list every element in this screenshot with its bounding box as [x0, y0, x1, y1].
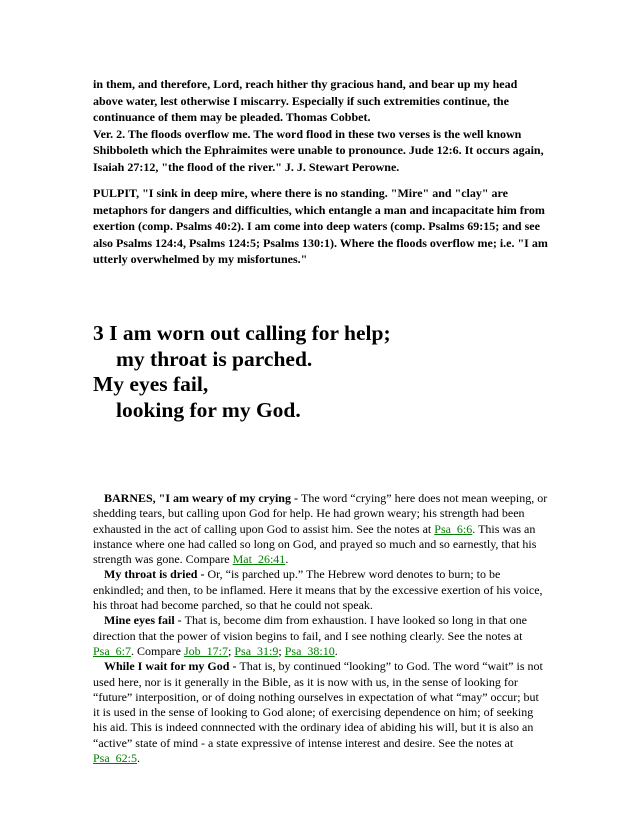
- commentary-text: .: [285, 552, 289, 567]
- commentary-heading: While I wait for my God -: [104, 659, 240, 674]
- commentary-heading: My throat is dried -: [104, 567, 208, 582]
- commentary-paragraph-4: [93, 659, 548, 766]
- scripture-link[interactable]: Mat_26:41: [232, 552, 286, 567]
- commentary-paragraph-2: [93, 567, 548, 613]
- commentary-text: Or, “is parched up.” The Hebrew word denotes to burn; to be enkindled; and then, to be inflamed. Here it means that by the excessive exertion of his voice, his throat had become parched, so that he could not speak.: [93, 567, 543, 613]
- commentary-text: .: [137, 751, 141, 766]
- separator: ;: [228, 643, 235, 658]
- commentary-paragraph-1: [93, 491, 548, 567]
- scripture-link[interactable]: Psa_38:10: [284, 643, 335, 658]
- verse-line-3: My eyes fail,: [93, 372, 209, 396]
- commentary-heading: Mine eyes fail -: [104, 613, 185, 628]
- scripture-link[interactable]: Job_17:7: [184, 643, 229, 658]
- commentary-text: . This was an instance where one had called so long on God, and prayed so much and so earnestly, that his strength was gone. Compare: [93, 521, 537, 567]
- commentary-text: . Compare: [131, 643, 185, 658]
- commentary-text: The word “crying” here does not mean weeping, or shedding tears, but calling upon God for help. He had grown weary; his strength had been exhausted in the act of calling upon God to assist him. See the notes at: [93, 491, 548, 536]
- scripture-link[interactable]: Psa_6:6: [434, 521, 473, 536]
- intro-paragraph-verse2: Ver. 2. The floods overflow me. The word flood in these two verses is the well known Shibboleth which the Ephraimites were unable to pronounce. Jude 12:6. It occurs again, Isaiah 27:12, "the flood of the river." J. J. Stewart Perowne.: [93, 126, 544, 174]
- separator: ;: [278, 643, 285, 658]
- pulpit-paragraph: PULPIT, "I sink in deep mire, where there is no standing. "Mire" and "clay" are metaphors for dangers and difficulties, which entangle a man and incapacitate him from exertion (comp. Psalms 40:2). I am come into deep waters (comp. Psalms 69:15; and see also Psalms 124:4, Psalms 124:5; Psalms 130:1). Where the floods overflow me; i.e. "I am utterly overwhelmed by my misfortunes.": [93, 186, 548, 266]
- verse-line-4: looking for my God.: [116, 397, 301, 422]
- commentary-text: That is, become dim from exhaustion. I have looked so long in that one direction that the power of vision begins to fail, and I see nothing clearly. See the notes at: [93, 613, 527, 643]
- commentary-block: [93, 491, 548, 766]
- scripture-link[interactable]: Psa_31:9: [234, 643, 279, 658]
- scripture-link[interactable]: Psa_62:5: [93, 751, 138, 766]
- verse-line-1: 3 I am worn out calling for help;: [93, 321, 391, 345]
- intro-block: [93, 76, 548, 175]
- commentary-text: That is, by continued “looking” to God. The word “wait” is not used here, nor is it generally in the Bible, as it is now with us, in the sense of looking for “future” interposition, or of doing nothing ourselves in expectation of what “may” occur; but it is used in the sense of looking to God alone; of exercising dependence on him; of seeking his aid. This is indeed connnected with the ordinary idea of abiding his will, but it is also an “active” state of mind - a state expressive of intense interest and desire. See the notes at: [93, 659, 543, 750]
- commentary-text: .: [334, 643, 338, 658]
- scripture-link[interactable]: Psa_6:7: [93, 643, 132, 658]
- commentary-paragraph-3: [93, 613, 548, 659]
- commentary-heading: BARNES, "I am weary of my crying -: [104, 491, 301, 505]
- verse-block: [93, 321, 548, 423]
- intro-paragraph: in them, and therefore, Lord, reach hither thy gracious hand, and bear up my head above water, lest otherwise I miscarry. Especially if such extremities continue, the continuance of them may be pleaded. Thomas Cobbet.: [93, 77, 518, 124]
- verse-line-2: my throat is parched.: [116, 346, 313, 371]
